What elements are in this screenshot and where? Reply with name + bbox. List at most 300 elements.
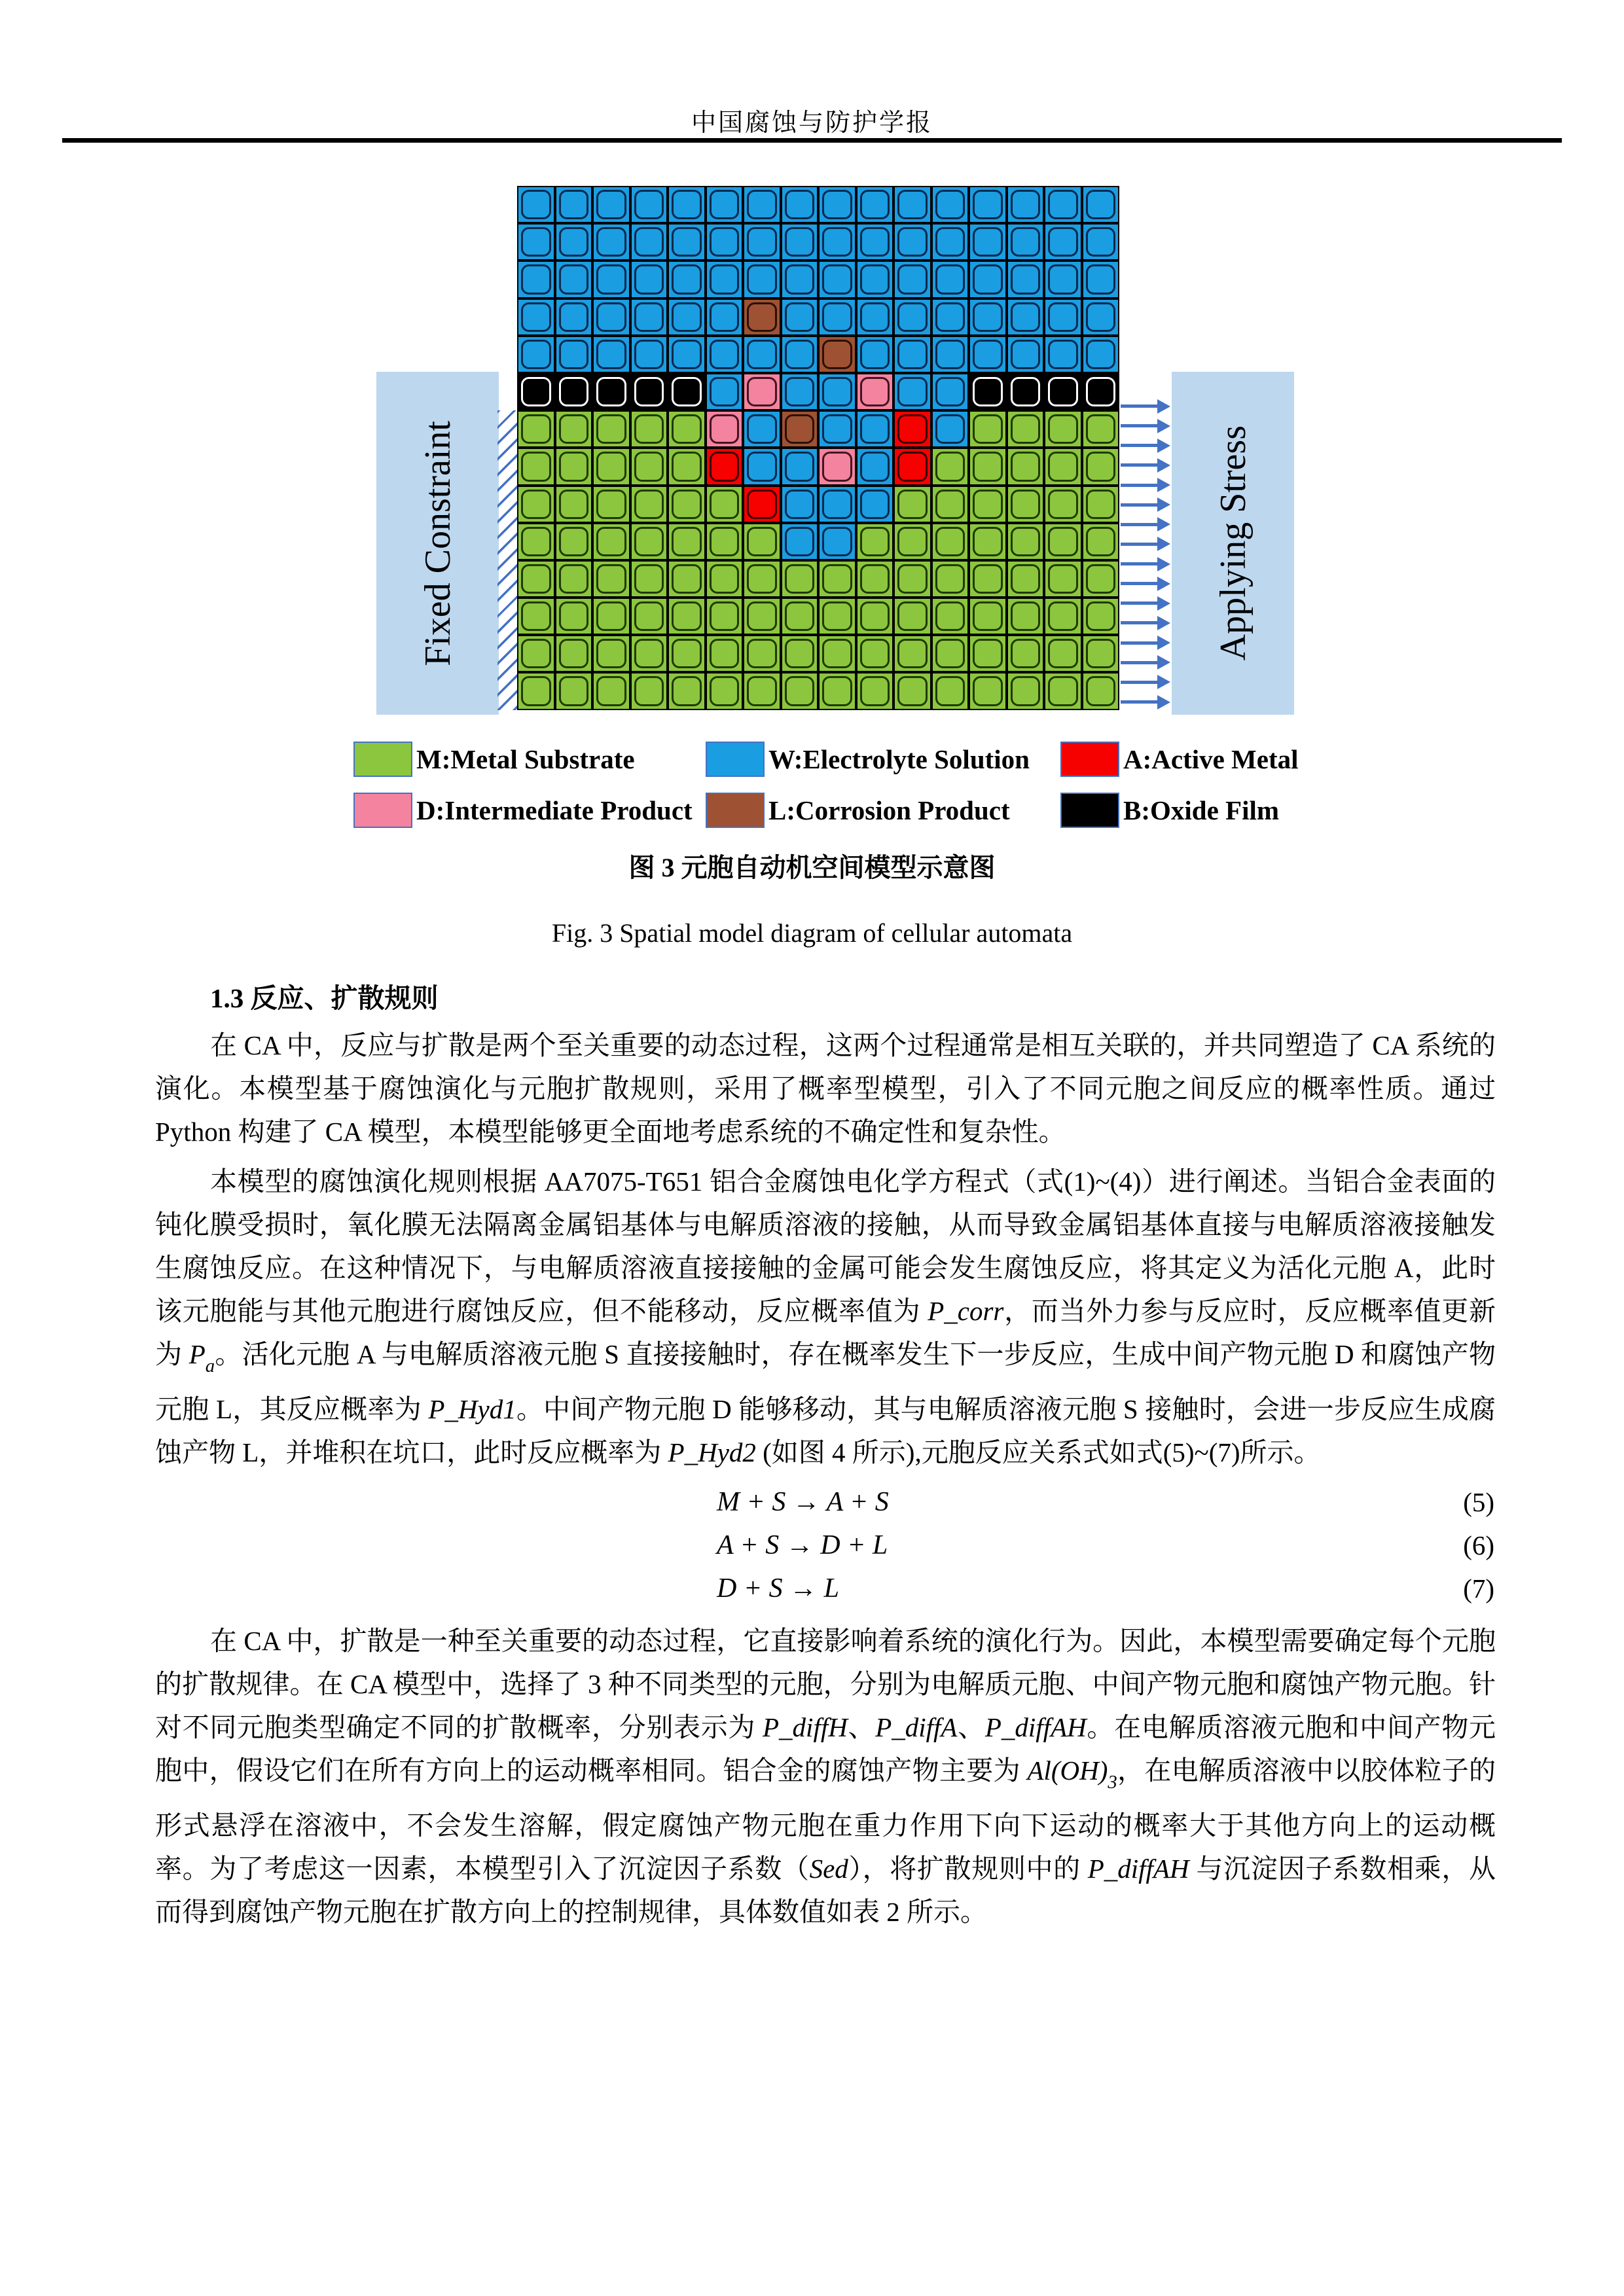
cell-inner-outline: [860, 377, 890, 406]
cell-metal-substrate: [630, 486, 668, 523]
cell-metal-substrate: [668, 672, 706, 709]
cell-electrolyte-solution: [969, 298, 1007, 336]
cell-inner-outline: [521, 490, 551, 519]
cell-electrolyte-solution: [743, 410, 781, 448]
cell-inner-outline: [634, 639, 664, 668]
right-arrow-icon: [1121, 661, 1159, 664]
cell-metal-substrate: [555, 410, 593, 448]
cell-corrosion-product: [743, 298, 781, 336]
equation-number: (5): [1463, 1487, 1494, 1518]
text-run: ，而当外力参与反应时，反应概率值更新为: [155, 1296, 1496, 1369]
cell-inner-outline: [747, 564, 777, 594]
cell-metal-substrate: [743, 523, 781, 560]
cell-electrolyte-solution: [856, 223, 894, 260]
cell-electrolyte-solution: [856, 486, 894, 523]
cell-metal-substrate: [1044, 410, 1082, 448]
cell-inner-outline: [1086, 490, 1116, 519]
cell-inner-outline: [897, 527, 928, 556]
right-arrow-icon: [1121, 562, 1159, 565]
cell-electrolyte-solution: [931, 373, 969, 410]
cell-electrolyte-solution: [517, 223, 555, 260]
cell-metal-substrate: [1007, 486, 1045, 523]
cell-inner-outline: [1011, 377, 1041, 406]
cell-electrolyte-solution: [706, 336, 744, 373]
cell-metal-substrate: [743, 672, 781, 709]
cell-inner-outline: [710, 264, 740, 294]
cell-inner-outline: [747, 190, 777, 219]
cell-inner-outline: [1048, 564, 1078, 594]
cell-electrolyte-solution: [668, 336, 706, 373]
equation-expression: M + S → A + S: [717, 1487, 889, 1518]
cell-electrolyte-solution: [706, 298, 744, 336]
cell-inner-outline: [897, 452, 928, 481]
cell-inner-outline: [1048, 227, 1078, 257]
cell-electrolyte-solution: [668, 298, 706, 336]
cell-inner-outline: [559, 601, 589, 631]
equation-number: (7): [1463, 1573, 1494, 1604]
cell-inner-outline: [1011, 227, 1041, 257]
cell-inner-outline: [935, 414, 965, 444]
cell-metal-substrate: [592, 523, 630, 560]
cell-metal-substrate: [592, 448, 630, 485]
cell-metal-substrate: [969, 410, 1007, 448]
cell-inner-outline: [596, 452, 626, 481]
cell-metal-substrate: [969, 635, 1007, 672]
cell-oxide-film: [668, 373, 706, 410]
cell-metal-substrate: [969, 448, 1007, 485]
legend-swatch-metal-substrate: [353, 742, 412, 777]
paragraph-p2: [155, 1160, 1496, 1474]
cell-inner-outline: [860, 190, 890, 219]
cell-electrolyte-solution: [1044, 223, 1082, 260]
cell-inner-outline: [634, 490, 664, 519]
cell-metal-substrate: [931, 448, 969, 485]
text-run: 。活化元胞 A 与电解质溶液元胞 S 直接接触时，存在概率发生下一步反应，生成中间产物元胞 D 和腐蚀产物元胞 L，其反应概率为: [155, 1339, 1496, 1425]
cell-inner-outline: [785, 639, 815, 668]
cell-inner-outline: [860, 639, 890, 668]
cell-inner-outline: [672, 490, 702, 519]
right-arrow-icon: [1121, 404, 1159, 408]
cell-metal-substrate: [818, 635, 856, 672]
cell-inner-outline: [785, 676, 815, 706]
cell-inner-outline: [935, 227, 965, 257]
cell-inner-outline: [634, 676, 664, 706]
cell-electrolyte-solution: [856, 336, 894, 373]
cell-inner-outline: [710, 452, 740, 481]
cell-electrolyte-solution: [818, 298, 856, 336]
cell-electrolyte-solution: [706, 373, 744, 410]
cell-inner-outline: [710, 302, 740, 332]
cell-inner-outline: [897, 190, 928, 219]
cell-inner-outline: [973, 264, 1003, 294]
cell-inner-outline: [710, 676, 740, 706]
cell-electrolyte-solution: [555, 223, 593, 260]
cell-electrolyte-solution: [818, 523, 856, 560]
legend-item-corrosion-product: [706, 792, 1060, 829]
cell-inner-outline: [672, 639, 702, 668]
cell-inner-outline: [672, 564, 702, 594]
cell-electrolyte-solution: [743, 223, 781, 260]
cell-metal-substrate: [969, 672, 1007, 709]
cell-electrolyte-solution: [1007, 186, 1045, 223]
equation-7: [155, 1567, 1496, 1610]
cell-active-metal: [893, 448, 931, 485]
math-inline: P_diffAH: [984, 1712, 1087, 1743]
cell-inner-outline: [860, 264, 890, 294]
cell-inner-outline: [897, 601, 928, 631]
cell-inner-outline: [521, 340, 551, 369]
cell-inner-outline: [596, 190, 626, 219]
cell-electrolyte-solution: [1082, 298, 1120, 336]
cell-inner-outline: [1048, 302, 1078, 332]
figure-caption-en: Fig. 3 Spatial model diagram of cellular automata: [551, 918, 1073, 948]
cell-metal-substrate: [1007, 560, 1045, 598]
cell-metal-substrate: [592, 410, 630, 448]
cell-electrolyte-solution: [668, 223, 706, 260]
cell-inner-outline: [1048, 639, 1078, 668]
right-arrow-icon: [1121, 503, 1159, 507]
equation-6: [155, 1524, 1496, 1567]
cell-metal-substrate: [592, 486, 630, 523]
cell-electrolyte-solution: [969, 260, 1007, 298]
legend-item-metal-substrate: [353, 741, 706, 778]
cell-metal-substrate: [555, 486, 593, 523]
legend-label: W:Electrolyte Solution: [768, 744, 1030, 774]
cell-metal-substrate: [781, 560, 819, 598]
cell-electrolyte-solution: [856, 186, 894, 223]
cell-oxide-film: [592, 373, 630, 410]
cell-electrolyte-solution: [856, 410, 894, 448]
math-inline: P_diffH: [763, 1712, 848, 1743]
math-inline: Sed: [809, 1854, 848, 1884]
cell-inner-outline: [973, 414, 1003, 444]
legend-label: M:Metal Substrate: [416, 744, 635, 774]
cell-metal-substrate: [856, 560, 894, 598]
right-arrow-icon: [1121, 424, 1159, 427]
cell-inner-outline: [785, 601, 815, 631]
cell-electrolyte-solution: [781, 486, 819, 523]
cell-electrolyte-solution: [893, 373, 931, 410]
cell-inner-outline: [1048, 601, 1078, 631]
cell-inner-outline: [973, 190, 1003, 219]
cell-electrolyte-solution: [781, 223, 819, 260]
math-inline: P_diffA: [875, 1712, 958, 1743]
cell-electrolyte-solution: [856, 448, 894, 485]
cell-metal-substrate: [592, 672, 630, 709]
cell-inner-outline: [521, 227, 551, 257]
cell-inner-outline: [1086, 452, 1116, 481]
cell-inner-outline: [897, 227, 928, 257]
cell-metal-substrate: [555, 523, 593, 560]
cell-electrolyte-solution: [1082, 223, 1120, 260]
cell-inner-outline: [596, 639, 626, 668]
legend-label: D:Intermediate Product: [416, 795, 693, 825]
right-arrow-icon: [1121, 582, 1159, 585]
cell-inner-outline: [935, 302, 965, 332]
cell-metal-substrate: [969, 523, 1007, 560]
text-run: 与沉淀因子系数相乘，从而得到腐蚀产物元胞在扩散方向上的控制规律，具体数值如表 2 所示。: [155, 1854, 1496, 1928]
cell-electrolyte-solution: [743, 336, 781, 373]
cell-inner-outline: [1011, 190, 1041, 219]
text-run: 本模型的腐蚀演化规则根据 AA7075-T651 铝合金腐蚀电化学方程式（式(1)~(4)）进行阐述。当铝合金表面的钝化膜受损时，氧化膜无法隔离金属铝基体与电解质溶液的接触，从而导致金属铝基体直接与电解质溶液接触发生腐蚀反应。在这种情况下，与电解质溶液直接接触的金属可能会发生腐蚀反应，将其定义为活化元胞 A，此时该元胞能与其他元胞进行腐蚀反应，但不能移动，反应概率值为: [155, 1166, 1496, 1326]
cell-electrolyte-solution: [706, 260, 744, 298]
cell-inner-outline: [747, 601, 777, 631]
cell-electrolyte-solution: [630, 186, 668, 223]
cell-metal-substrate: [743, 560, 781, 598]
cell-inner-outline: [785, 414, 815, 444]
cell-inner-outline: [1086, 414, 1116, 444]
cell-metal-substrate: [893, 486, 931, 523]
cell-metal-substrate: [856, 598, 894, 635]
cell-electrolyte-solution: [1007, 223, 1045, 260]
cell-inner-outline: [559, 190, 589, 219]
cell-electrolyte-solution: [818, 410, 856, 448]
cell-metal-substrate: [555, 672, 593, 709]
cell-inner-outline: [785, 264, 815, 294]
cell-inner-outline: [521, 676, 551, 706]
cell-inner-outline: [935, 490, 965, 519]
legend: [353, 741, 1299, 829]
cell-metal-substrate: [517, 410, 555, 448]
cell-electrolyte-solution: [668, 260, 706, 298]
cell-inner-outline: [860, 527, 890, 556]
text-run: 、: [957, 1712, 985, 1743]
cell-inner-outline: [634, 190, 664, 219]
cell-electrolyte-solution: [931, 298, 969, 336]
cell-inner-outline: [672, 340, 702, 369]
cell-inner-outline: [1048, 676, 1078, 706]
equation-expression: D + S → L: [717, 1573, 840, 1604]
cell-metal-substrate: [668, 486, 706, 523]
cell-inner-outline: [710, 377, 740, 406]
cell-inner-outline: [596, 340, 626, 369]
cell-electrolyte-solution: [555, 260, 593, 298]
cell-metal-substrate: [856, 523, 894, 560]
cell-electrolyte-solution: [1082, 260, 1120, 298]
cell-inner-outline: [973, 302, 1003, 332]
cell-inner-outline: [521, 190, 551, 219]
right-arrow-icon: [1121, 444, 1159, 447]
cell-inner-outline: [672, 264, 702, 294]
cell-inner-outline: [935, 264, 965, 294]
cell-electrolyte-solution: [856, 298, 894, 336]
legend-swatch-oxide-film: [1060, 793, 1119, 828]
cell-inner-outline: [897, 302, 928, 332]
cell-inner-outline: [747, 527, 777, 556]
cell-inner-outline: [521, 377, 551, 406]
cell-metal-substrate: [931, 598, 969, 635]
body-content: [155, 977, 1496, 1940]
cell-electrolyte-solution: [517, 336, 555, 373]
cell-electrolyte-solution: [592, 223, 630, 260]
cell-metal-substrate: [706, 560, 744, 598]
cell-electrolyte-solution: [969, 336, 1007, 373]
cell-inner-outline: [672, 377, 702, 406]
cell-electrolyte-solution: [818, 373, 856, 410]
cell-electrolyte-solution: [931, 410, 969, 448]
legend-swatch-intermediate-product: [353, 793, 412, 828]
cell-inner-outline: [822, 639, 852, 668]
cell-inner-outline: [634, 340, 664, 369]
cell-inner-outline: [1011, 490, 1041, 519]
cell-metal-substrate: [555, 598, 593, 635]
cell-oxide-film: [555, 373, 593, 410]
cell-metal-substrate: [517, 448, 555, 485]
cell-metal-substrate: [969, 598, 1007, 635]
cell-electrolyte-solution: [668, 186, 706, 223]
equation-5: [155, 1480, 1496, 1524]
cell-inner-outline: [521, 452, 551, 481]
cell-inner-outline: [1048, 452, 1078, 481]
legend-item-intermediate-product: [353, 792, 706, 829]
cell-electrolyte-solution: [931, 186, 969, 223]
cell-metal-substrate: [1082, 598, 1120, 635]
cell-metal-substrate: [592, 560, 630, 598]
cell-inner-outline: [634, 601, 664, 631]
cell-inner-outline: [596, 527, 626, 556]
cell-metal-substrate: [706, 672, 744, 709]
cell-inner-outline: [1011, 264, 1041, 294]
cell-inner-outline: [1086, 601, 1116, 631]
cell-inner-outline: [860, 676, 890, 706]
cell-inner-outline: [860, 302, 890, 332]
cell-inner-outline: [897, 639, 928, 668]
cell-oxide-film: [517, 373, 555, 410]
cell-electrolyte-solution: [592, 260, 630, 298]
cell-inner-outline: [973, 676, 1003, 706]
cell-electrolyte-solution: [555, 336, 593, 373]
cell-inner-outline: [973, 527, 1003, 556]
cell-inner-outline: [860, 601, 890, 631]
cell-metal-substrate: [1082, 523, 1120, 560]
applying-stress-label: Applying Stress: [1212, 425, 1254, 661]
cell-inner-outline: [747, 676, 777, 706]
cell-metal-substrate: [893, 560, 931, 598]
cell-metal-substrate: [517, 523, 555, 560]
cell-metal-substrate: [969, 486, 1007, 523]
cell-metal-substrate: [1007, 523, 1045, 560]
cell-corrosion-product: [781, 410, 819, 448]
cell-metal-substrate: [1044, 486, 1082, 523]
cell-inner-outline: [1086, 227, 1116, 257]
cell-electrolyte-solution: [743, 186, 781, 223]
header-divider: [62, 138, 1562, 143]
section-heading: 1.3 反应、扩散规则: [210, 983, 439, 1013]
cell-electrolyte-solution: [781, 186, 819, 223]
legend-swatch-corrosion-product: [706, 793, 765, 828]
cell-electrolyte-solution: [743, 260, 781, 298]
cell-inner-outline: [1011, 414, 1041, 444]
math-inline: P_Hyd1: [428, 1394, 516, 1425]
equation-number: (6): [1463, 1530, 1494, 1561]
ca-grid: [517, 186, 1119, 710]
cell-inner-outline: [747, 639, 777, 668]
figure-caption-zh: 图 3 元胞自动机空间模型示意图: [628, 853, 996, 882]
cell-inner-outline: [747, 302, 777, 332]
right-arrow-icon: [1121, 543, 1159, 546]
cell-inner-outline: [1011, 564, 1041, 594]
cell-active-metal: [743, 486, 781, 523]
cell-inner-outline: [1011, 340, 1041, 369]
cell-electrolyte-solution: [1007, 298, 1045, 336]
cell-inner-outline: [1011, 302, 1041, 332]
cell-inner-outline: [596, 302, 626, 332]
cell-inner-outline: [1048, 414, 1078, 444]
cell-inner-outline: [785, 490, 815, 519]
cell-inner-outline: [596, 564, 626, 594]
cell-metal-substrate: [1082, 486, 1120, 523]
cell-inner-outline: [822, 601, 852, 631]
cell-metal-substrate: [706, 486, 744, 523]
cell-inner-outline: [710, 639, 740, 668]
cell-inner-outline: [747, 490, 777, 519]
cell-inner-outline: [672, 452, 702, 481]
cell-metal-substrate: [856, 672, 894, 709]
equations: [155, 1480, 1496, 1610]
cell-electrolyte-solution: [818, 186, 856, 223]
cell-inner-outline: [747, 227, 777, 257]
cell-inner-outline: [1086, 340, 1116, 369]
cell-electrolyte-solution: [893, 336, 931, 373]
cell-metal-substrate: [893, 523, 931, 560]
text-run: 在 CA 中，扩散是一种至关重要的动态过程，它直接影响着系统的演化行为。因此，本模型需要确定每个元胞的扩散规律。在 CA 模型中，选择了 3 种不同类型的元胞，分别为电解质元胞、中间产物元胞和腐蚀产物元胞。针对不同元胞类型确定不同的扩散概率，分别表示为: [155, 1626, 1496, 1743]
cell-metal-substrate: [517, 560, 555, 598]
cell-inner-outline: [860, 452, 890, 481]
cell-metal-substrate: [1044, 523, 1082, 560]
cell-inner-outline: [710, 564, 740, 594]
cell-inner-outline: [785, 302, 815, 332]
cell-inner-outline: [973, 452, 1003, 481]
cell-inner-outline: [935, 190, 965, 219]
cell-inner-outline: [596, 227, 626, 257]
cell-electrolyte-solution: [1007, 260, 1045, 298]
cell-inner-outline: [634, 452, 664, 481]
cell-inner-outline: [822, 227, 852, 257]
cell-electrolyte-solution: [781, 336, 819, 373]
cell-electrolyte-solution: [517, 260, 555, 298]
cell-metal-substrate: [555, 560, 593, 598]
cell-inner-outline: [634, 377, 664, 406]
cell-oxide-film: [1044, 373, 1082, 410]
cell-inner-outline: [710, 414, 740, 444]
cell-metal-substrate: [1007, 672, 1045, 709]
cell-inner-outline: [822, 527, 852, 556]
cell-electrolyte-solution: [893, 298, 931, 336]
cell-inner-outline: [1048, 340, 1078, 369]
cell-metal-substrate: [630, 523, 668, 560]
cell-electrolyte-solution: [1082, 336, 1120, 373]
cell-metal-substrate: [706, 635, 744, 672]
cell-metal-substrate: [818, 560, 856, 598]
legend-item-active-metal: [1060, 741, 1299, 778]
cell-inner-outline: [559, 452, 589, 481]
cell-inner-outline: [634, 227, 664, 257]
cell-inner-outline: [634, 302, 664, 332]
cell-inner-outline: [785, 340, 815, 369]
cell-inner-outline: [559, 302, 589, 332]
cell-inner-outline: [973, 564, 1003, 594]
cell-inner-outline: [747, 264, 777, 294]
cell-metal-substrate: [893, 598, 931, 635]
cell-inner-outline: [747, 377, 777, 406]
cell-metal-substrate: [818, 672, 856, 709]
cell-inner-outline: [672, 601, 702, 631]
cell-inner-outline: [935, 377, 965, 406]
cell-inner-outline: [521, 414, 551, 444]
cell-metal-substrate: [668, 448, 706, 485]
cell-inner-outline: [596, 490, 626, 519]
cell-metal-substrate: [931, 523, 969, 560]
